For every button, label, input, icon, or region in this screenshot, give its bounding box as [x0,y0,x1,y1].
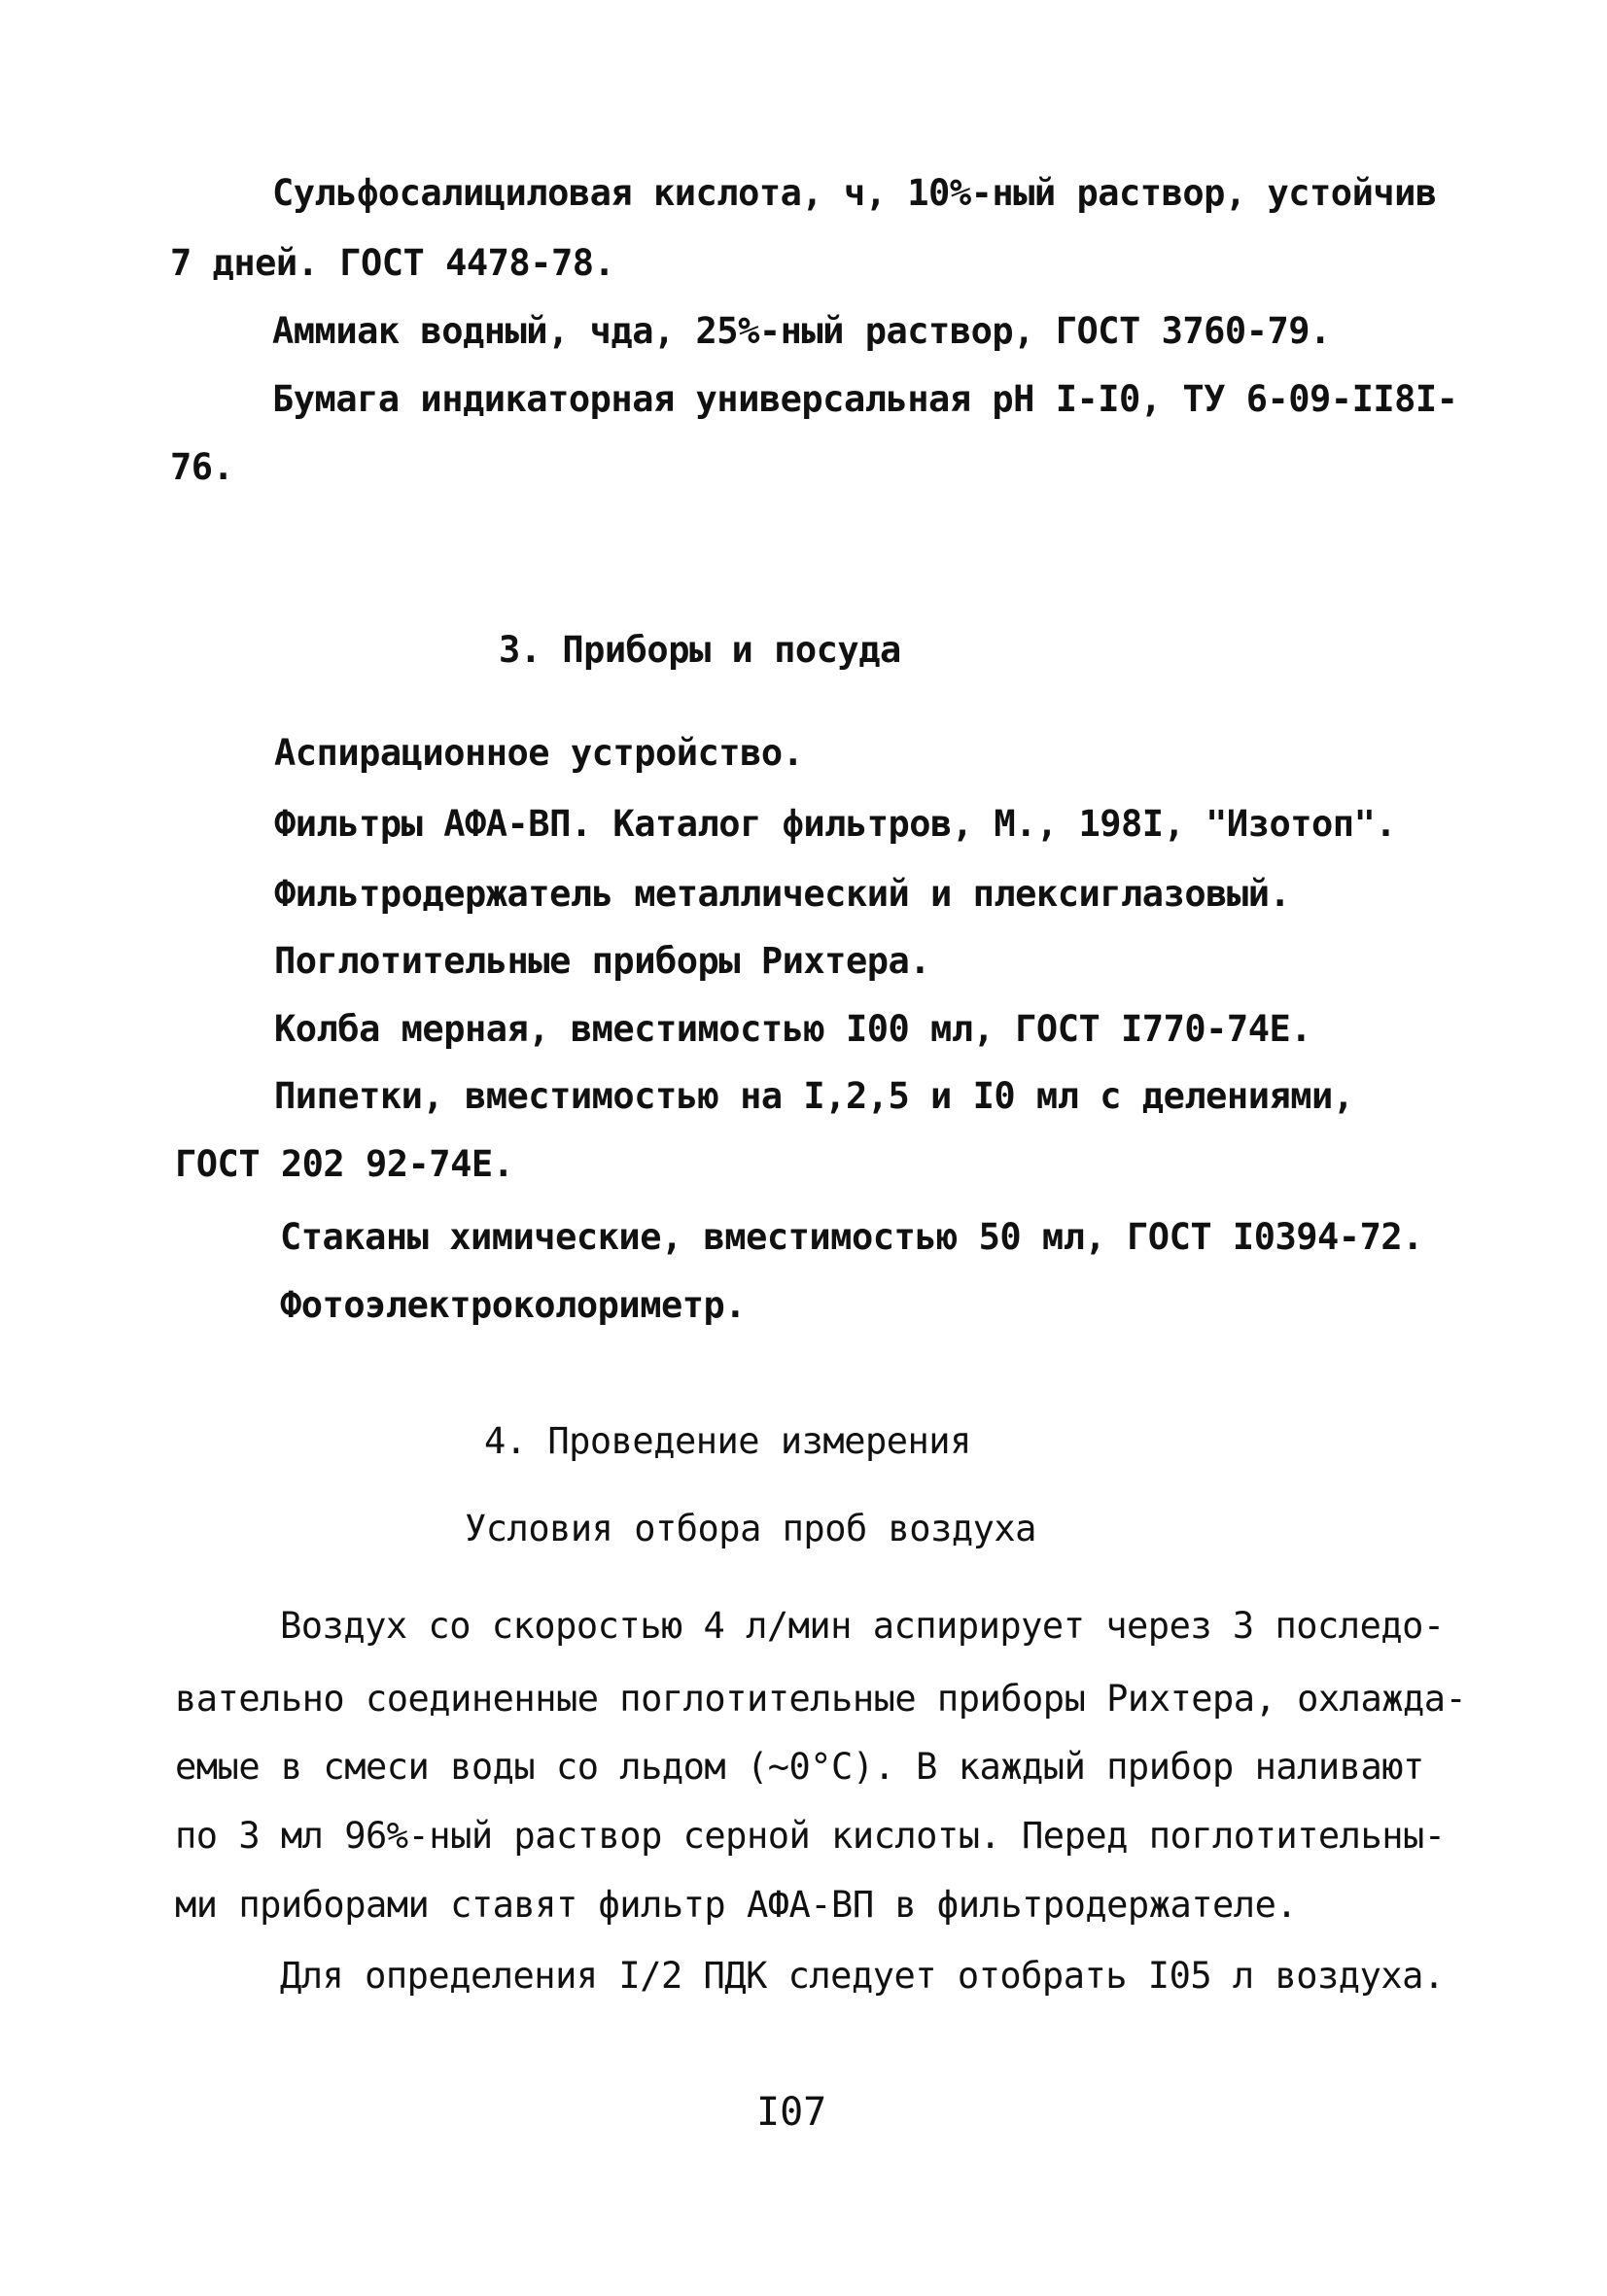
section4-subheading: Условия отбора проб воздуха [465,1508,1036,1549]
equipment-item: Фильтры АФА-ВП. Каталог фильтров, М., 198I, "Изотоп". [274,803,1397,845]
paragraph-line: вательно соединенные поглотительные приборы Рихтера, охлажда- [175,1678,1467,1720]
reagent-ammonia: Аммиак водный, чда, 25%-ный раствор, ГОСТ 3760-79. [272,310,1331,352]
paragraph-last-line: Для определения I/2 ПДК следует отобрать I05 л воздуха. [280,1955,1445,1997]
paragraph-line: по 3 мл 96%-ный раствор серной кислоты. Перед поглотительны- [175,1815,1446,1857]
reagent-sulfosalicylic-acid-line2: 7 дней. ГОСТ 4478-78. [170,242,615,284]
equipment-item: Пипетки, вместимостью на I,2,5 и I0 мл с делениями, [274,1075,1354,1117]
equipment-item: Колба мерная, вместимостью I00 мл, ГОСТ I770-74Е. [274,1008,1312,1050]
reagent-sulfosalicylic-acid-line1: Сульфосалициловая кислота, ч, 10%-ный раствор, устойчив [272,172,1437,214]
section4-heading: 4. Проведение измерения [484,1420,971,1462]
reagent-indicator-paper-line1: Бумага индикаторная универсальная pH I-I0, ТУ 6-09-II8I- [272,378,1458,420]
equipment-item: Поглотительные приборы Рихтера. [274,940,931,982]
equipment-item: ГОСТ 202 92-74Е. [175,1143,514,1185]
equipment-item: Фильтродержатель металлический и плексиглазовый. [274,873,1291,915]
reagent-indicator-paper-line2: 76. [170,446,234,488]
equipment-item: Аспирационное устройство. [274,732,804,774]
page-number: I07 [756,2090,827,2135]
paragraph-line: Воздух со скоростью 4 л/мин аспирирует через 3 последо- [280,1605,1445,1647]
equipment-item: Фотоэлектроколориметр. [280,1284,747,1326]
section3-heading: 3. Приборы и посуда [499,629,901,671]
paragraph-line: емые в смеси воды со льдом (~0°С). В каждый прибор наливают [175,1746,1424,1788]
equipment-item: Стаканы химические, вместимостью 50 мл, ГОСТ I0394-72. [280,1216,1423,1258]
paragraph-line: ми приборами ставят фильтр АФА-ВП в фильтродержателе. [175,1884,1298,1926]
